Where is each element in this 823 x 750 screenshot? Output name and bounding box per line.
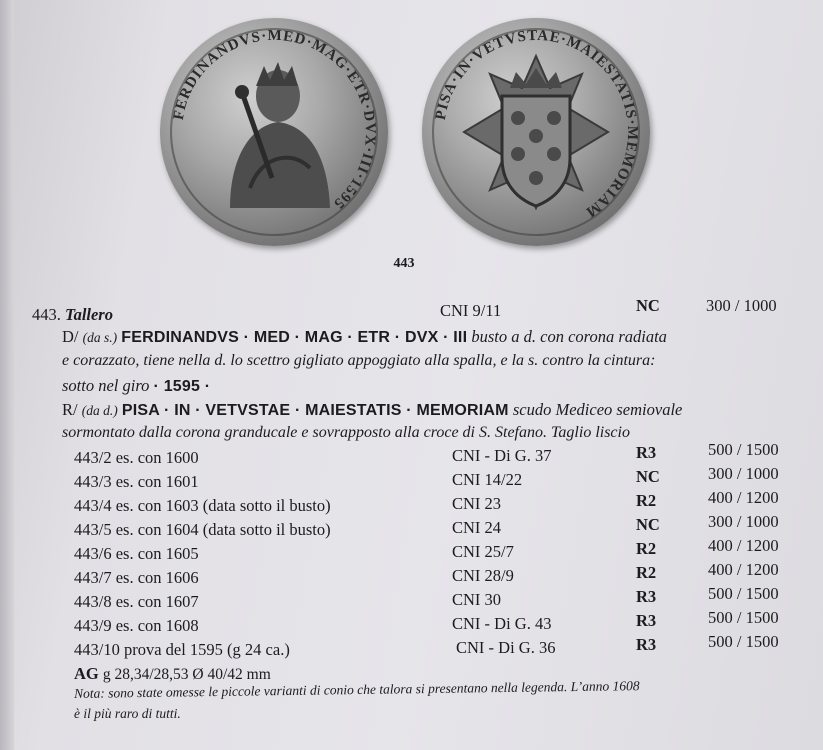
note-line-1: Nota: sono state omesse le piccole varianti di conio che talora si presentano nella legenda. L’anno 1608 — [74, 678, 640, 701]
variant-cni: CNI - Di G. 43 — [452, 614, 552, 633]
variant-rarity: NC — [636, 467, 660, 486]
variant-price: 300 / 1000 — [708, 512, 779, 531]
weight-diameter: g 28,34/28,53 Ø 40/42 mm — [102, 666, 271, 683]
obverse-legend-text: FERDINANDVS · MED · MAG · ETR · DVX · III — [121, 329, 468, 346]
variant-code: 443/9 es. con 1608 — [74, 616, 199, 635]
variant-rarity: R3 — [636, 635, 657, 654]
note-line-2: è il più raro di tutti. — [74, 706, 181, 721]
entry-cni: CNI 9/11 — [440, 301, 502, 320]
reverse-design — [422, 18, 650, 246]
variant-rarity: R3 — [636, 611, 657, 630]
variant-price: 500 / 1500 — [708, 608, 779, 627]
variant-price: 500 / 1500 — [708, 440, 779, 459]
variant-price: 500 / 1500 — [708, 584, 779, 603]
variant-rarity: R2 — [636, 539, 657, 558]
variant-rarity: R2 — [636, 563, 657, 582]
reverse-line-1 — [62, 400, 682, 420]
obverse-date: · 1595 · — [153, 378, 211, 395]
obverse-desc-1: busto a d. con corona radiata — [471, 327, 667, 346]
obverse-line-1 — [62, 327, 667, 347]
variant-price: 300 / 1000 — [708, 464, 779, 483]
variant-code: 443/10 prova del 1595 (g 24 ca.) — [74, 640, 290, 659]
variant-price: 500 / 1500 — [708, 632, 779, 651]
variant-code: 443/7 es. con 1606 — [74, 568, 199, 587]
entry-price: 300 / 1000 — [706, 296, 777, 315]
obverse-desc-3: sotto nel giro — [62, 376, 150, 395]
variant-rarity: NC — [636, 515, 660, 534]
obverse-legend: FERDINANDVS·MED·MAG·ETR·DVX·III·1595 — [170, 27, 379, 213]
entry-header — [32, 305, 113, 325]
variant-cni: CNI 25/7 — [452, 542, 514, 561]
reverse-desc-2: sormontato dalla corona granducale e sovrapposto alla croce di S. Stefano. Taglio liscio — [62, 424, 630, 441]
variant-cni: CNI - Di G. 37 — [452, 446, 552, 465]
obverse-desc-2: e corazzato, tiene nella d. lo scettro gigliato appoggiato alla spalla, e la s. contro la cintura: — [62, 352, 656, 369]
reverse-coin-image — [422, 18, 650, 246]
variant-cni: CNI 14/22 — [452, 470, 523, 489]
variant-price: 400 / 1200 — [708, 488, 779, 507]
variant-cni: CNI 24 — [452, 518, 502, 537]
variant-code: 443/6 es. con 1605 — [74, 544, 199, 563]
variant-rarity: R3 — [636, 587, 657, 606]
variant-code: 443/8 es. con 1607 — [74, 592, 199, 611]
variant-price: 400 / 1200 — [708, 536, 779, 555]
obverse-coin-image — [160, 18, 388, 246]
entry-number: 443. — [32, 305, 61, 324]
variant-code: 443/5 es. con 1604 (data sotto il busto) — [74, 520, 331, 539]
reverse-direction: (da d.) — [81, 403, 118, 418]
obverse-direction: (da s.) — [82, 330, 118, 345]
variant-code: 443/2 es. con 1600 — [74, 448, 199, 467]
variant-code: 443/3 es. con 1601 — [74, 472, 199, 491]
variant-cni: CNI 30 — [452, 590, 502, 609]
obverse-design — [160, 18, 388, 246]
variant-cni: CNI - Di G. 36 — [456, 638, 556, 657]
variant-cni: CNI 28/9 — [452, 566, 514, 585]
book-spine-shadow — [0, 0, 14, 750]
variant-cni: CNI 23 — [452, 494, 502, 513]
entry-denomination: Tallero — [65, 305, 113, 324]
variant-rarity: R2 — [636, 491, 657, 510]
variant-code: 443/4 es. con 1603 (data sotto il busto) — [74, 496, 331, 515]
reverse-legend-text: PISA · IN · VETVSTAE · MAIESTATIS · MEMORIAM — [121, 402, 509, 419]
reverse-prefix: R/ — [62, 400, 78, 419]
reverse-desc-1: scudo Mediceo semiovale — [512, 400, 683, 419]
obverse-prefix: D/ — [62, 327, 79, 346]
metal: AG — [74, 664, 99, 683]
obverse-line-3 — [62, 376, 210, 396]
metal-specs — [74, 664, 271, 684]
variant-price: 400 / 1200 — [708, 560, 779, 579]
reverse-legend: PISA·IN·VETVSTAE·MAIESTATIS·MEMORIAM — [432, 27, 641, 221]
entry-rarity: NC — [636, 296, 660, 315]
figure-number: 443 — [393, 256, 415, 271]
variant-rarity: R3 — [636, 443, 657, 462]
